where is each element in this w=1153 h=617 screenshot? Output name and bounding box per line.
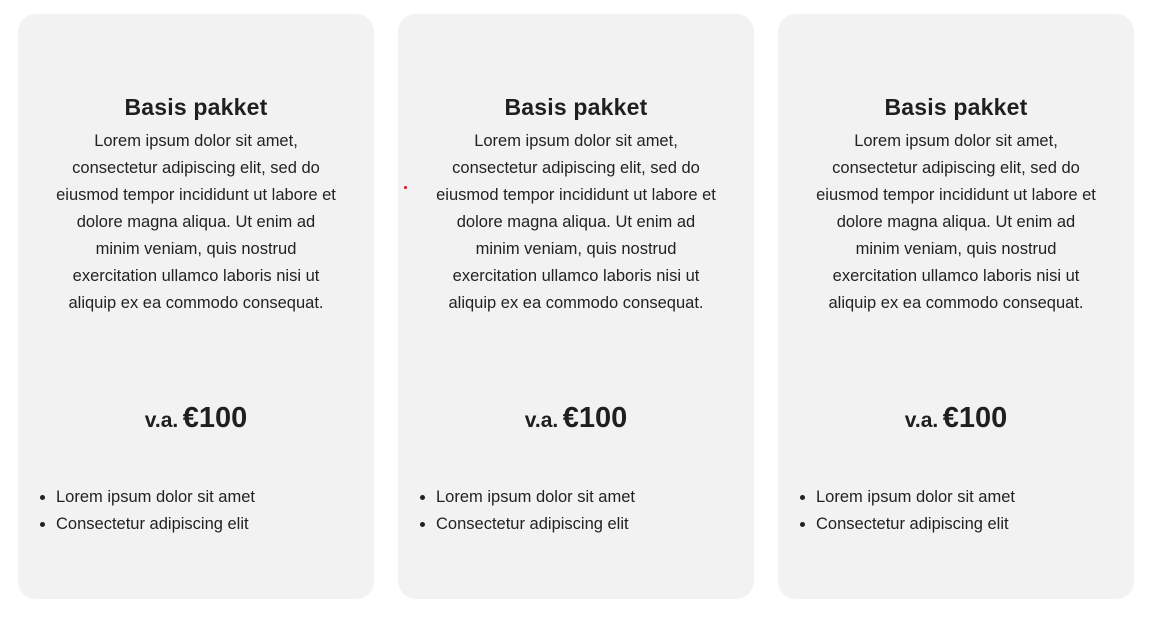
card-title: Basis pakket (124, 94, 268, 120)
pricing-cards (18, 14, 1134, 599)
card-description: Lorem ipsum dolor sit amet, consectetur adipiscing elit, sed do eiusmod tempor incididunt ut labore et dolore magna aliqua. Ut enim ad minim veniam, quis nostrud exercitation ullamco laboris nisi ut aliquip ex ea commodo consequat. (56, 132, 336, 312)
card-price (778, 402, 1134, 435)
pricing-card-1 (18, 14, 374, 599)
pricing-card-2 (398, 14, 754, 599)
price-prefix: v.a. (904, 409, 939, 432)
card-price (18, 402, 374, 435)
card-price (398, 402, 754, 435)
feature-item: • Consectetur adipiscing elit (816, 511, 1015, 538)
feature-list (778, 484, 1015, 538)
feature-item: • Lorem ipsum dolor sit amet (56, 484, 255, 511)
feature-item: • Lorem ipsum dolor sit amet (816, 484, 1015, 511)
feature-item: • Consectetur adipiscing elit (436, 511, 635, 538)
feature-item: • Lorem ipsum dolor sit amet (436, 484, 635, 511)
card-description: Lorem ipsum dolor sit amet, consectetur adipiscing elit, sed do eiusmod tempor incididunt ut labore et dolore magna aliqua. Ut enim ad minim veniam, quis nostrud exercitation ullamco laboris nisi ut aliquip ex ea commodo consequat. (436, 132, 716, 312)
card-description: Lorem ipsum dolor sit amet, consectetur adipiscing elit, sed do eiusmod tempor incididunt ut labore et dolore magna aliqua. Ut enim ad minim veniam, quis nostrud exercitation ullamco laboris nisi ut aliquip ex ea commodo consequat. (816, 132, 1096, 312)
price-amount: €100 (562, 402, 628, 434)
price-prefix: v.a. (524, 409, 559, 432)
pricing-card-3 (778, 14, 1134, 599)
price-prefix: v.a. (144, 409, 179, 432)
red-dot-marker (404, 186, 407, 189)
card-title: Basis pakket (884, 94, 1028, 120)
card-title: Basis pakket (504, 94, 648, 120)
feature-item: • Consectetur adipiscing elit (56, 511, 255, 538)
price-amount: €100 (942, 402, 1008, 434)
feature-list (398, 484, 635, 538)
price-amount: €100 (182, 402, 248, 434)
feature-list (18, 484, 255, 538)
